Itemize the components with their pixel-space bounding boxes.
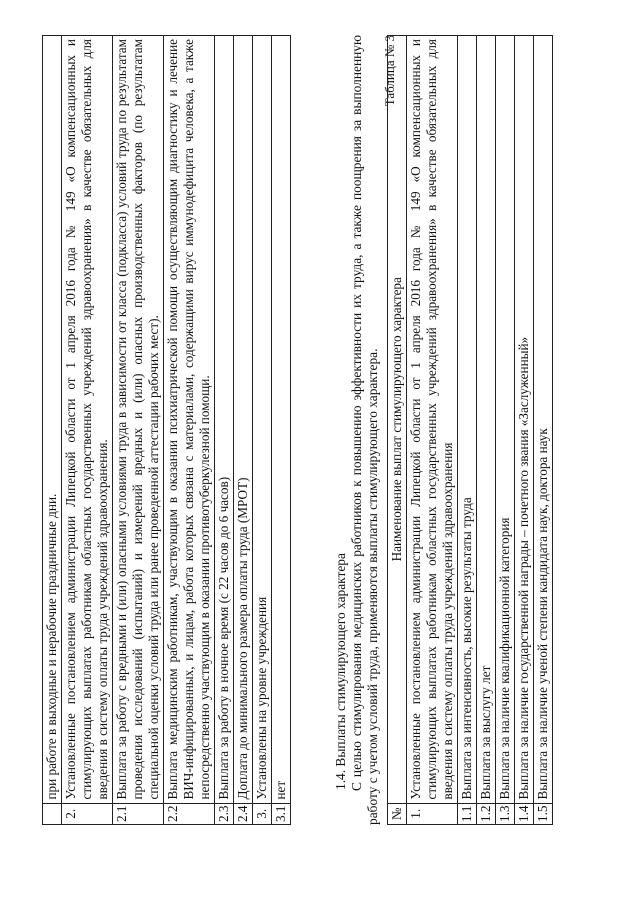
row-number: 1.4 <box>515 803 534 824</box>
row-number: 1.1 <box>458 803 477 824</box>
row-number: 2.1 <box>113 803 164 824</box>
row-text: Установлены на уровне учреждения <box>253 36 272 804</box>
row-text: Доплата до минимального размера оплаты труда (МРОТ) <box>234 36 253 804</box>
row-text: Выплата за интенсивность, высокие результаты труда <box>458 36 477 804</box>
table-caption: Таблица № 3 <box>382 35 397 107</box>
compensation-payments-table <box>42 35 291 825</box>
incentive-payments-table <box>387 35 553 825</box>
row-text: Выплата медицинским работникам, участвующим в оказании психиатрической помощи осуществляющим диагностику и лечение ВИЧ-инфицированных, и лицам, работа которых связана с материалами, содержащими вирус иммунодефицита человека, а также непосредственно участвующим в оказании противотуберкулезной помощи. <box>164 36 215 804</box>
row-number: 2.3 <box>215 803 234 824</box>
row-number: 1.3 <box>496 803 515 824</box>
row-number: 1.2 <box>477 803 496 824</box>
row-text: Выплата за наличие ученой степени кандидата наук, доктора наук <box>534 36 553 804</box>
table-row <box>253 36 272 825</box>
table-row <box>164 36 215 825</box>
row-text: Установленные постановлением администрации Липецкой области от 1 апреля 2016 года № 149 «О компенсационных и стимулирующих выплатах работникам областных государственных учреждений здравоохранения» в качестве обязательных для введения в систему оплаты труда учреждений здравоохранения. <box>62 36 113 804</box>
row-number <box>43 803 62 824</box>
header-number: № <box>388 803 407 824</box>
row-number: 3.1 <box>272 803 291 824</box>
row-text: при работе в выходные и нерабочие праздничные дни. <box>43 36 62 804</box>
table-header-row <box>388 36 407 825</box>
row-number: 2. <box>62 803 113 824</box>
table-row <box>477 36 496 825</box>
table-row <box>215 36 234 825</box>
table-row <box>515 36 534 825</box>
row-number: 1.5 <box>534 803 553 824</box>
row-text: Выплата за работу в ночное время (с 22 часов до 6 часов) <box>215 36 234 804</box>
table-row <box>234 36 253 825</box>
row-text: Выплата за наличие государственной награды – почетного звания «Заслуженный» <box>515 36 534 804</box>
header-text: Наименование выплат стимулирующего характера <box>388 36 407 804</box>
row-number: 2.2 <box>164 803 215 824</box>
table-row <box>272 36 291 825</box>
section-intro-paragraph: С целью стимулирования медицинских работников к повышению эффективности их труда, а также поощрения за выполненную работу с учетом условий труда, применяются выплаты стимулирующего характера. <box>349 35 380 825</box>
row-text: нет <box>272 36 291 804</box>
table-row <box>407 36 458 825</box>
row-text: Выплата за работу с вредными и (или) опасными условиями труда в зависимости от класса (подкласса) условий труда по результатам проведения исследований (испытаний) и измерений вредных и (или) опасных производственных факторов (по результатам специальной оценки условий труда или ранее проведенной аттестации рабочих мест). <box>113 36 164 804</box>
table-row <box>43 36 62 825</box>
row-text: Выплата за наличие квалификационной категория <box>496 36 515 804</box>
row-text: Выплата за выслугу лет <box>477 36 496 804</box>
row-number: 3. <box>253 803 272 824</box>
row-text: Установленные постановлением администрации Липецкой области от 1 апреля 2016 года № 149 «О компенсационных и стимулирующих выплатах работникам областных государственных учреждений здравоохранения» в качестве обязательных для введения в систему оплаты труда учреждений здравоохранения <box>407 36 458 804</box>
table-row <box>458 36 477 825</box>
table-row <box>534 36 553 825</box>
table-row <box>113 36 164 825</box>
table-row <box>496 36 515 825</box>
table-row <box>62 36 113 825</box>
row-number: 2.4 <box>234 803 253 824</box>
section-heading: 1.4. Выплаты стимулирующего характера <box>333 553 348 790</box>
row-number: 1. <box>407 803 458 824</box>
